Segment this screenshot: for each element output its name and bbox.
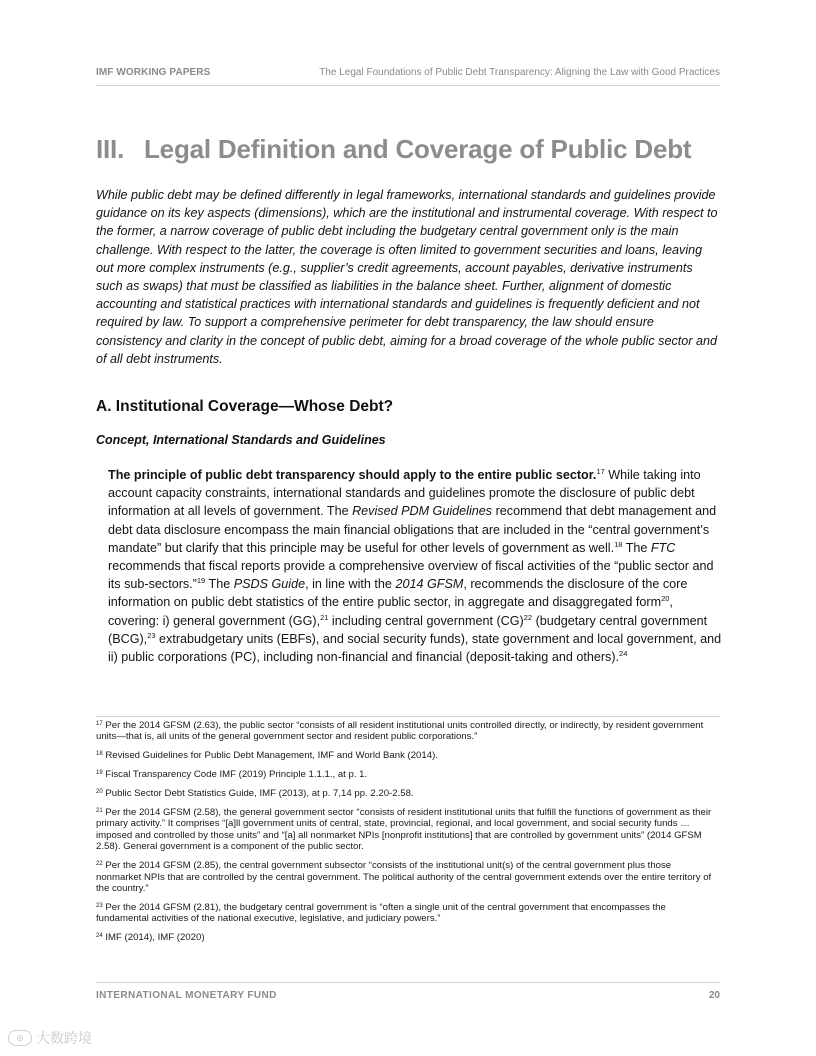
footnote-number: 23 xyxy=(96,902,103,909)
footnote-number: 21 xyxy=(96,808,103,815)
paragraph-text: , covering: i) general government (GG), xyxy=(108,595,673,628)
paragraph-text: , in line with the xyxy=(305,577,396,592)
footnote xyxy=(96,860,718,894)
watermark-logo-icon: ◎ xyxy=(8,1030,32,1046)
footnote-text: Per the 2014 GFSM (2.58), the general government sector “consists of resident institutional units that fulfill the functions of government as their primary activity.” It comprises “[a]ll government units of central, state, provincial, regional, and local government, and social security funds … imposed and controlled by those units” and “[a] all nonmarket NPIs [nonprofit institutions] that are controlled by government units” (2014 GFSM 2.58). General government is a component of the public sector. xyxy=(96,807,712,853)
paragraph-text: extrabudgetary units (EBFs), and social security funds), state government and local government, and ii) public corporations (PC), including non-financial and financial (deposit-taking and others). xyxy=(108,631,722,665)
footer-divider xyxy=(96,982,720,983)
paragraph-text: , recommends the disclosure of the core information on public debt statistics of the entire public sector, in aggregate and disaggregated form xyxy=(108,577,688,610)
paragraph-text: (budgetary central government (BCG), xyxy=(108,613,708,646)
footnote-text: Fiscal Transparency Code IMF (2019) Principle 1.1.1., at p. 1. xyxy=(105,769,368,781)
watermark-text: 大数跨境 xyxy=(36,1030,92,1046)
footnote-text: Per the 2014 GFSM (2.81), the budgetary central government is “often a single unit of the central government that encompasses the fundamental activities of the national executive, legislative, and judiciary powers.” xyxy=(96,901,666,925)
footnote-divider xyxy=(96,716,720,717)
footnote-ref-22[interactable]: 22 xyxy=(523,612,533,622)
paragraph-text: recommend that debt management and debt data disclosure encompass the main financial obligations that are included in the “central government’s mandate” but clarify that this principle may be useful for other levels of government as well. xyxy=(108,504,717,555)
chapter-summary: While public debt may be defined differently in legal frameworks, international standards and guidelines provide guidance on its key aspects (dimensions), which are the institutional and instrumental coverage. With respect to the former, a narrow coverage of public debt including the budgetary central government only is the main challenge. With respect to the latter, the coverage is often limited to government securities and loans, leaving out more complex instruments (e.g., supplier’s credit agreements, account payables, derivative instruments such as swaps) that must be classified as liabilities in the balance sheet. Further, alignment of domestic accounting and statistical practices with international standards and guidelines is frequently deficient and not required by law. To support a comprehensive perimeter for debt transparency, the law should ensure consistency and clarity in the concept of public debt, aiming for a broad coverage of the whole public sector and of all debt instruments. xyxy=(96,188,718,366)
paragraph-text: The xyxy=(622,540,651,555)
principle-paragraph xyxy=(108,466,723,666)
paragraph-text: including central government (CG) xyxy=(328,613,524,628)
footnote-number: 22 xyxy=(96,861,103,868)
footnote-text: Revised Guidelines for Public Debt Management, IMF and World Bank (2014). xyxy=(105,750,438,762)
footnote-ref-21[interactable]: 21 xyxy=(320,612,329,622)
paragraph-italic: 2014 GFSM xyxy=(395,577,464,592)
paragraph-italic: PSDS Guide xyxy=(233,577,306,592)
footnote-ref-20[interactable]: 20 xyxy=(661,594,670,604)
footnote-ref-18[interactable]: 18 xyxy=(614,539,623,549)
header-divider xyxy=(96,85,720,86)
subsection-heading: Concept, International Standards and Guidelines xyxy=(96,433,386,447)
header-paper-title: The Legal Foundations of Public Debt Transparency: Aligning the Law with Good Practices xyxy=(319,67,720,78)
footnote-number: 18 xyxy=(96,751,103,758)
footnote xyxy=(96,932,718,943)
paragraph-italic: FTC xyxy=(650,540,676,555)
footnote xyxy=(96,720,718,743)
page-number: 20 xyxy=(708,990,720,1001)
chapter-number: III. xyxy=(96,134,125,164)
paragraph-text: recommends that fiscal reports provide a comprehensive overview of fiscal activities of the “public sector and its sub-sectors.” xyxy=(108,559,714,592)
footnote-number: 24 xyxy=(96,933,103,940)
chapter-heading: Legal Definition and Coverage of Public Debt xyxy=(144,134,692,164)
footnote-text: IMF (2014), IMF (2020) xyxy=(105,932,205,944)
footnote-ref-24[interactable]: 24 xyxy=(619,649,628,659)
footnote-number: 20 xyxy=(96,789,103,796)
watermark xyxy=(8,1028,92,1048)
footnote-number: 17 xyxy=(96,721,103,727)
footnote-text: Per the 2014 GFSM (2.63), the public sector “consists of all resident institutional units controlled directly, or indirectly, by resident government units—that is, all units of the general government sector and resident public corporations.” xyxy=(96,720,704,743)
footnote xyxy=(96,750,718,761)
paragraph-text: The xyxy=(205,577,234,592)
footnote xyxy=(96,788,718,799)
chapter-title xyxy=(96,134,736,165)
header-series-title: IMF WORKING PAPERS xyxy=(96,67,211,78)
footnotes xyxy=(96,720,718,951)
footnote xyxy=(96,769,718,780)
footnote-text: Per the 2014 GFSM (2.85), the central government subsector “consists of the institutional unit(s) of the central government plus those nonmarket NPIs that are controlled by the central government. The political authority of the central government extends over the entire territory of the country.” xyxy=(96,860,712,894)
section-heading: A. Institutional Coverage—Whose Debt? xyxy=(96,398,394,415)
footnote-number: 19 xyxy=(96,770,103,777)
footer-publisher: INTERNATIONAL MONETARY FUND xyxy=(96,990,277,1001)
footnote xyxy=(96,807,718,853)
footnote-ref-17[interactable]: 17 xyxy=(596,467,605,476)
paragraph-italic: Revised PDM Guidelines xyxy=(352,504,493,519)
principle-lead: The principle of public debt transparency should apply to the entire public sector. xyxy=(108,468,597,482)
footnote-ref-19[interactable]: 19 xyxy=(196,576,206,586)
footnote-text: Public Sector Debt Statistics Guide, IMF (2013), at p. 7,14 pp. 2.20-2.58. xyxy=(105,788,414,800)
footnote-ref-23[interactable]: 23 xyxy=(147,630,156,640)
footnote xyxy=(96,902,718,925)
paragraph-text: While taking into account capacity constraints, international standards and guidelines promote the disclosure of public debt information at all levels of government. The xyxy=(108,468,701,519)
